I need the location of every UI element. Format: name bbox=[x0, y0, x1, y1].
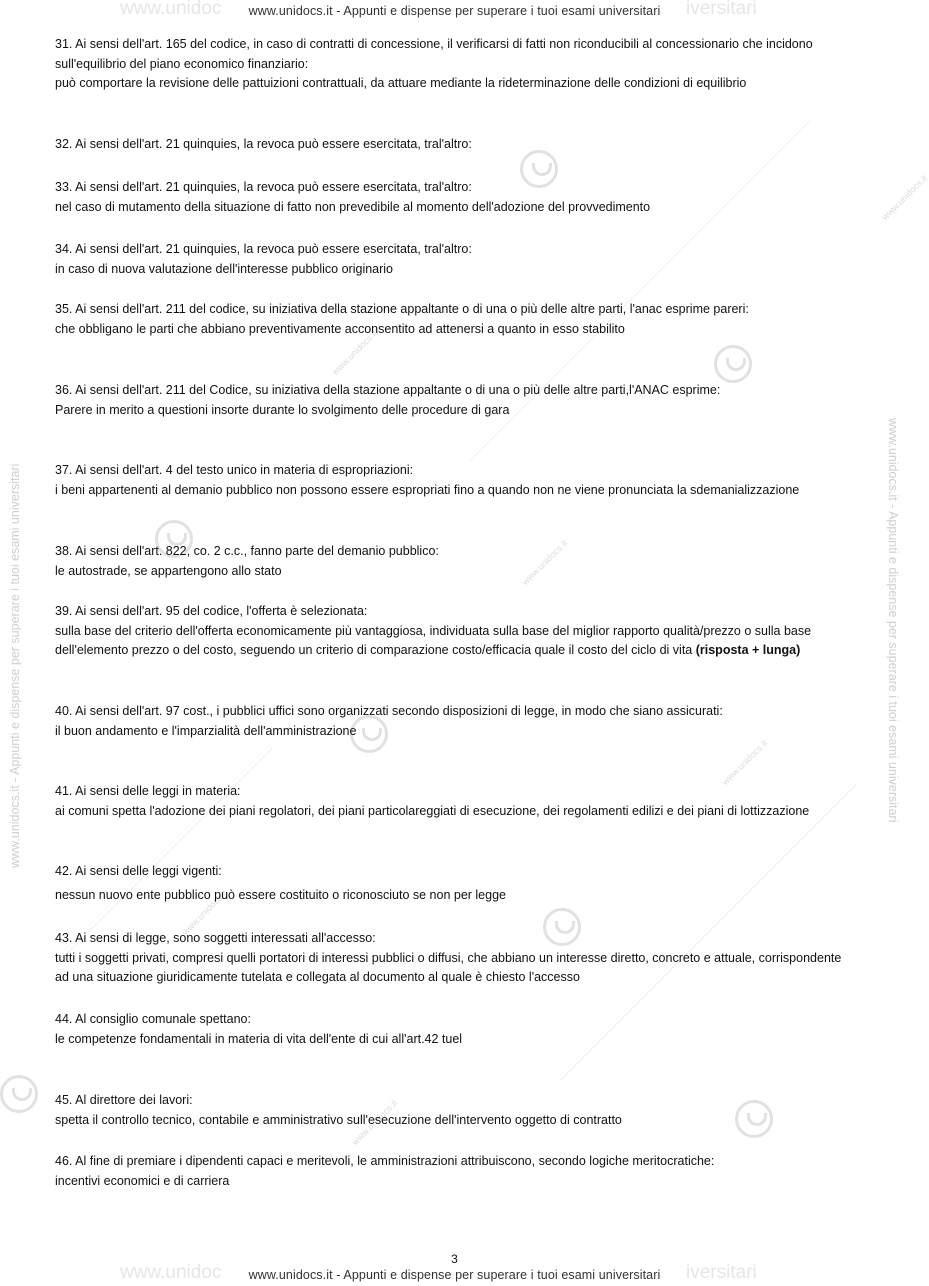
watermark-diagonal-text: www.unidocs.it bbox=[720, 737, 770, 788]
answer-text: tutti i soggetti privati, compresi quelli portatori di interessi pubblici o diffusi, che abbiano un interesse diretto, concreto e attuale, corrispondente ad una situazione giuridicamente tutelata e collegata al documento al quale è chiesto l'accesso bbox=[55, 950, 842, 984]
question-item bbox=[55, 381, 720, 420]
watermark-diagonal-text: www.unidocs.it bbox=[180, 887, 230, 938]
question-item bbox=[55, 702, 723, 741]
answer-text: Parere in merito a questioni insorte durante lo svolgimento delle procedure di gara bbox=[55, 402, 510, 417]
watermark-diagonal-text: www.unidocs.it bbox=[350, 1097, 400, 1148]
question-item bbox=[55, 135, 472, 155]
answer-text: nel caso di mutamento della situazione di fatto non prevedibile al momento dell'adozione del provvedimento bbox=[55, 199, 651, 214]
question-text: 32. Ai sensi dell'art. 21 quinquies, la revoca può essere esercitata, tral'altro: bbox=[55, 137, 472, 151]
question-text: 36. Ai sensi dell'art. 211 del Codice, su iniziativa della stazione appaltante o di una o più delle altre parti,l'ANAC esprime: bbox=[55, 383, 721, 397]
question-item bbox=[55, 300, 749, 339]
page-header: www.unidocs.it - Appunti e dispense per superare i tuoi esami universitari bbox=[248, 4, 661, 18]
question-text: 46. Al fine di premiare i dipendenti capaci e meritevoli, le amministrazioni attribuiscono, secondo logiche meritocratiche: bbox=[55, 1154, 715, 1168]
watermark-side-text: www.unidocs.it - Appunti e dispense per superare i tuoi esami universitari bbox=[886, 418, 900, 823]
answer-text: che obbligano le parti che abbiano preventivamente acconsentito ad attenersi a quanto in esso stabilito bbox=[55, 321, 625, 336]
question-item bbox=[55, 1152, 714, 1191]
question-item bbox=[55, 602, 855, 661]
question-text: 39. Ai sensi dell'art. 95 del codice, l'offerta è selezionata: bbox=[55, 604, 368, 618]
watermark-ghost-left: www.unidoc bbox=[120, 1262, 222, 1283]
unidocs-logo-icon bbox=[735, 1100, 773, 1138]
answer-text: le competenze fondamentali in materia di vita dell'ente di cui all'art.42 tuel bbox=[55, 1031, 463, 1046]
watermark-ghost-right: iversitari bbox=[686, 0, 757, 19]
question-text: 42. Ai sensi delle leggi vigenti: bbox=[55, 864, 222, 878]
answer-text: ai comuni spetta l'adozione dei piani regolatori, dei piani particolareggiati di esecuzione, dei regolamenti edilizi e dei piani di lottizzazione bbox=[55, 803, 810, 818]
question-item bbox=[55, 542, 439, 581]
answer-text: in caso di nuova valutazione dell'interesse pubblico originario bbox=[55, 261, 394, 276]
question-item bbox=[55, 929, 855, 988]
watermark-diagonal-text: www.unidocs.it bbox=[330, 327, 380, 378]
question-item bbox=[55, 782, 809, 821]
answer-text: nessun nuovo ente pubblico può essere costituito o riconosciuto se non per legge bbox=[55, 887, 506, 902]
watermark-ghost-right: iversitari bbox=[686, 1262, 757, 1283]
question-text: 35. Ai sensi dell'art. 211 del codice, su iniziativa della stazione appaltante o di una o più delle altre parti, l'anac esprime pareri: bbox=[55, 302, 749, 316]
question-text: 45. Al direttore dei lavori: bbox=[55, 1093, 193, 1107]
question-item bbox=[55, 1091, 622, 1130]
answer-text: il buon andamento e l'imparzialità dell'amministrazione bbox=[55, 723, 357, 738]
unidocs-logo-icon bbox=[714, 345, 752, 383]
answer-text: sulla base del criterio dell'offerta economicamente più vantaggiosa, individuata sulla base del miglior rapporto qualità/prezzo o sulla base dell'elemento prezzo o del costo, seguendo un criterio di comparazione costo/efficacia quale il costo del ciclo di vita bbox=[55, 623, 812, 657]
question-text: 34. Ai sensi dell'art. 21 quinquies, la revoca può essere esercitata, tral'altro: bbox=[55, 242, 472, 256]
question-item bbox=[55, 240, 472, 279]
answer-text: può comportare la revisione delle pattuizioni contrattuali, da attuare mediante la rideterminazione delle condizioni di equilibrio bbox=[55, 76, 747, 90]
question-text: 40. Ai sensi dell'art. 97 cost., i pubblici uffici sono organizzati secondo disposizioni di legge, in modo che siano assicurati: bbox=[55, 704, 723, 718]
unidocs-logo-icon bbox=[0, 1075, 38, 1113]
question-text: 38. Ai sensi dell'art. 822, co. 2 c.c., fanno parte del demanio pubblico: bbox=[55, 544, 439, 558]
question-item bbox=[55, 35, 855, 94]
answer-text: i beni appartenenti al demanio pubblico non possono essere espropriati fino a quando non ne viene pronunciata la sdemanializzazione bbox=[55, 482, 800, 497]
answer-text: le autostrade, se appartengono allo stato bbox=[55, 563, 282, 578]
watermark-diagonal-text: www.unidocs.it bbox=[880, 172, 929, 223]
question-text: 33. Ai sensi dell'art. 21 quinquies, la revoca può essere esercitata, tral'altro: bbox=[55, 180, 472, 194]
question-item bbox=[55, 1010, 462, 1049]
question-item bbox=[55, 178, 650, 217]
question-text: 41. Ai sensi delle leggi in materia: bbox=[55, 784, 241, 798]
watermark-ghost-left: www.unidoc bbox=[120, 0, 222, 19]
answer-note: (risposta + lunga) bbox=[695, 643, 801, 657]
question-text: 31. Ai sensi dell'art. 165 del codice, in caso di contratti di concessione, il verificarsi di fatti non riconducibili al concessionario che incidono sull'equilibrio del piano economico finanziario: bbox=[55, 37, 813, 71]
question-text: 37. Ai sensi dell'art. 4 del testo unico in materia di espropriazioni: bbox=[55, 463, 414, 477]
page-footer: www.unidocs.it - Appunti e dispense per superare i tuoi esami universitari bbox=[248, 1268, 661, 1282]
page-number: 3 bbox=[451, 1252, 458, 1266]
question-item bbox=[55, 461, 799, 500]
question-text: 43. Ai sensi di legge, sono soggetti interessati all'accesso: bbox=[55, 931, 376, 945]
question-text: 44. Al consiglio comunale spettano: bbox=[55, 1012, 251, 1026]
answer-text: spetta il controllo tecnico, contabile e amministrativo sull'esecuzione dell'intervento oggetto di contratto bbox=[55, 1112, 622, 1127]
watermark-side-text: www.unidocs.it - Appunti e dispense per superare i tuoi esami universitari bbox=[8, 463, 22, 868]
watermark-diagonal-text: www.unidocs.it bbox=[520, 537, 570, 588]
question-item bbox=[55, 862, 506, 905]
answer-text: incentivi economici e di carriera bbox=[55, 1173, 230, 1188]
